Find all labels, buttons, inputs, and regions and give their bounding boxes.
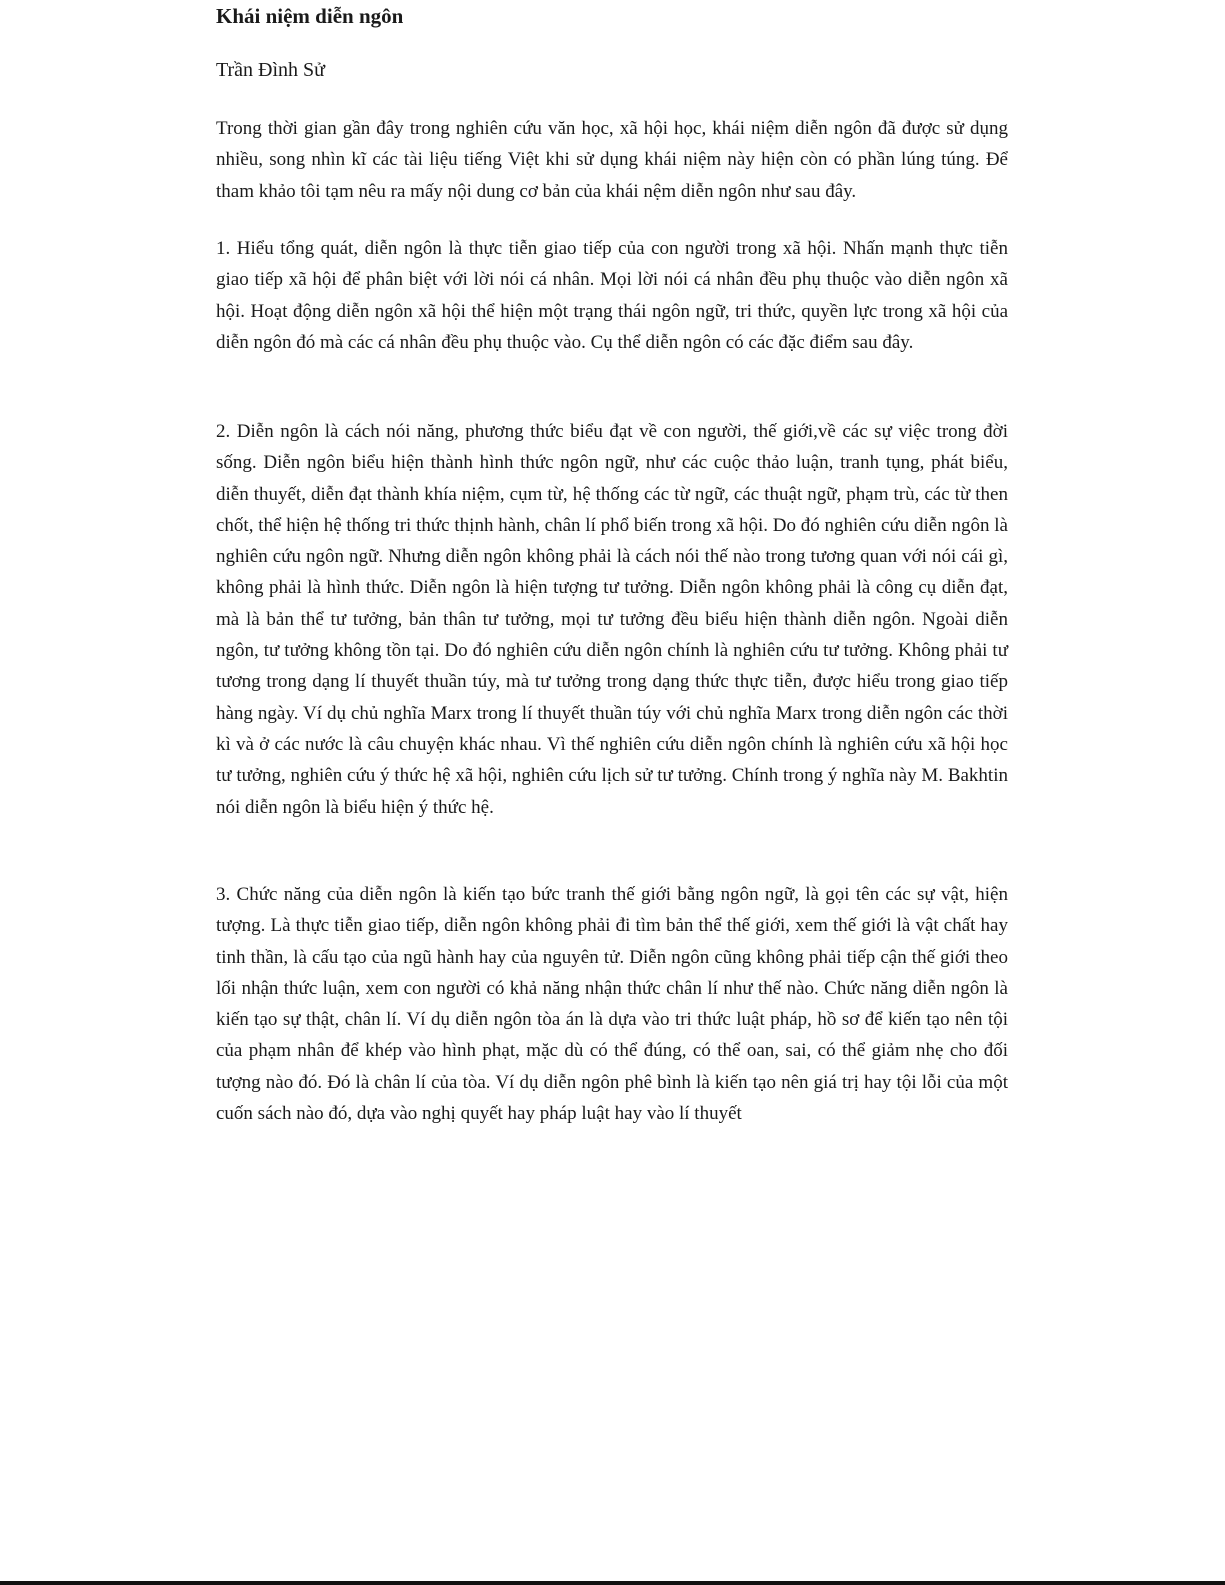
bottom-border <box>0 1581 1225 1585</box>
author-name: Trần Đình Sử <box>216 59 326 81</box>
paragraph-2: 2. Diễn ngôn là cách nói năng, phương thức biểu đạt về con người, thế giới,về các sự việc trong đời sống. Diễn ngôn biểu hiện thành hình thức ngôn ngữ, như các cuộc thảo luận, tranh tụng, phát biểu, diễn thuyết, diễn đạt thành khía niệm, cụm từ, hệ thống các từ ngữ, các thuật ngữ, phạm trù, các từ then chốt, thể hiện hệ thống tri thức thịnh hành, chân lí phổ biến trong xã hội. Do đó nghiên cứu diễn ngôn là nghiên cứu ngôn ngữ. Nhưng diễn ngôn không phải là cách nói thế nào trong tương quan với nói cái gì, không phải là hình thức. Diễn ngôn là hiện tượng tư tưởng. Diễn ngôn không phải là công cụ diễn đạt, mà là bản thể tư tưởng, bản thân tư tưởng, mọi tư tưởng đều biểu hiện thành diễn ngôn. Ngoài diễn ngôn, tư tưởng không tồn tại. Do đó nghiên cứu diễn ngôn chính là nghiên cứu tư tưởng. Không phải tư tương trong dạng lí thuyết thuần túy, mà tư tưởng trong dạng thức thực tiễn, được hiểu trong giao tiếp hàng ngày. Ví dụ chủ nghĩa Marx trong lí thuyết thuần túy với chủ nghĩa Marx trong diễn ngôn các thời kì và ở các nước là câu chuyện khác nhau. Vì thế nghiên cứu diễn ngôn chính là nghiên cứu xã hội học tư tưởng, nghiên cứu ý thức hệ xã hội, nghiên cứu lịch sử tư tưởng. Chính trong ý nghĩa này M. Bakhtin nói diễn ngôn là biểu hiện ý thức hệ. <box>216 421 1008 818</box>
paragraph-1: 1. Hiểu tổng quát, diễn ngôn là thực tiễn giao tiếp của con người trong xã hội. Nhấn mạnh thực tiễn giao tiếp xã hội để phân biệt với lời nói cá nhân. Mọi lời nói cá nhân đều phụ thuộc vào diễn ngôn xã hội. Hoạt động diễn ngôn xã hội thể hiện một trạng thái ngôn ngữ, tri thức, quyền lực trong xã hội của diễn ngôn đó mà các cá nhân đều phụ thuộc vào. Cụ thể diễn ngôn có các đặc điểm sau đây. <box>216 238 1008 353</box>
paragraph-intro: Trong thời gian gần đây trong nghiên cứu văn học, xã hội học, khái niệm diễn ngôn đã được sử dụng nhiều, song nhìn kĩ các tài liệu tiếng Việt khi sử dụng khái niệm này hiện còn có phần lúng túng. Để tham khảo tôi tạm nêu ra mấy nội dung cơ bản của khái nệm diễn ngôn như sau đây. <box>216 118 1008 202</box>
document-title: Khái niệm diễn ngôn <box>216 4 404 28</box>
paragraph-3: 3. Chức năng của diễn ngôn là kiến tạo bức tranh thế giới bằng ngôn ngữ, là gọi tên các sự vật, hiện tượng. Là thực tiễn giao tiếp, diễn ngôn không phải đi tìm bản thể thế giới, xem thế giới là vật chất hay tinh thần, là cấu tạo của ngũ hành hay của nguyên tử. Diễn ngôn cũng không phải tiếp cận thế giới theo lối nhận thức luận, xem con người có khả năng nhận thức chân lí như thế nào. Chức năng diễn ngôn là kiến tạo sự thật, chân lí. Ví dụ diễn ngôn tòa án là dựa vào tri thức luật pháp, hồ sơ để kiến tạo nên tội của phạm nhân để khép vào hình phạt, mặc dù có thể đúng, có thể oan, sai, có thể giảm nhẹ cho đối tượng nào đó. Đó là chân lí của tòa. Ví dụ diễn ngôn phê bình là kiến tạo nên giá trị hay tội lỗi của một cuốn sách nào đó, dựa vào nghị quyết hay pháp luật hay vào lí thuyết <box>216 884 1008 1125</box>
